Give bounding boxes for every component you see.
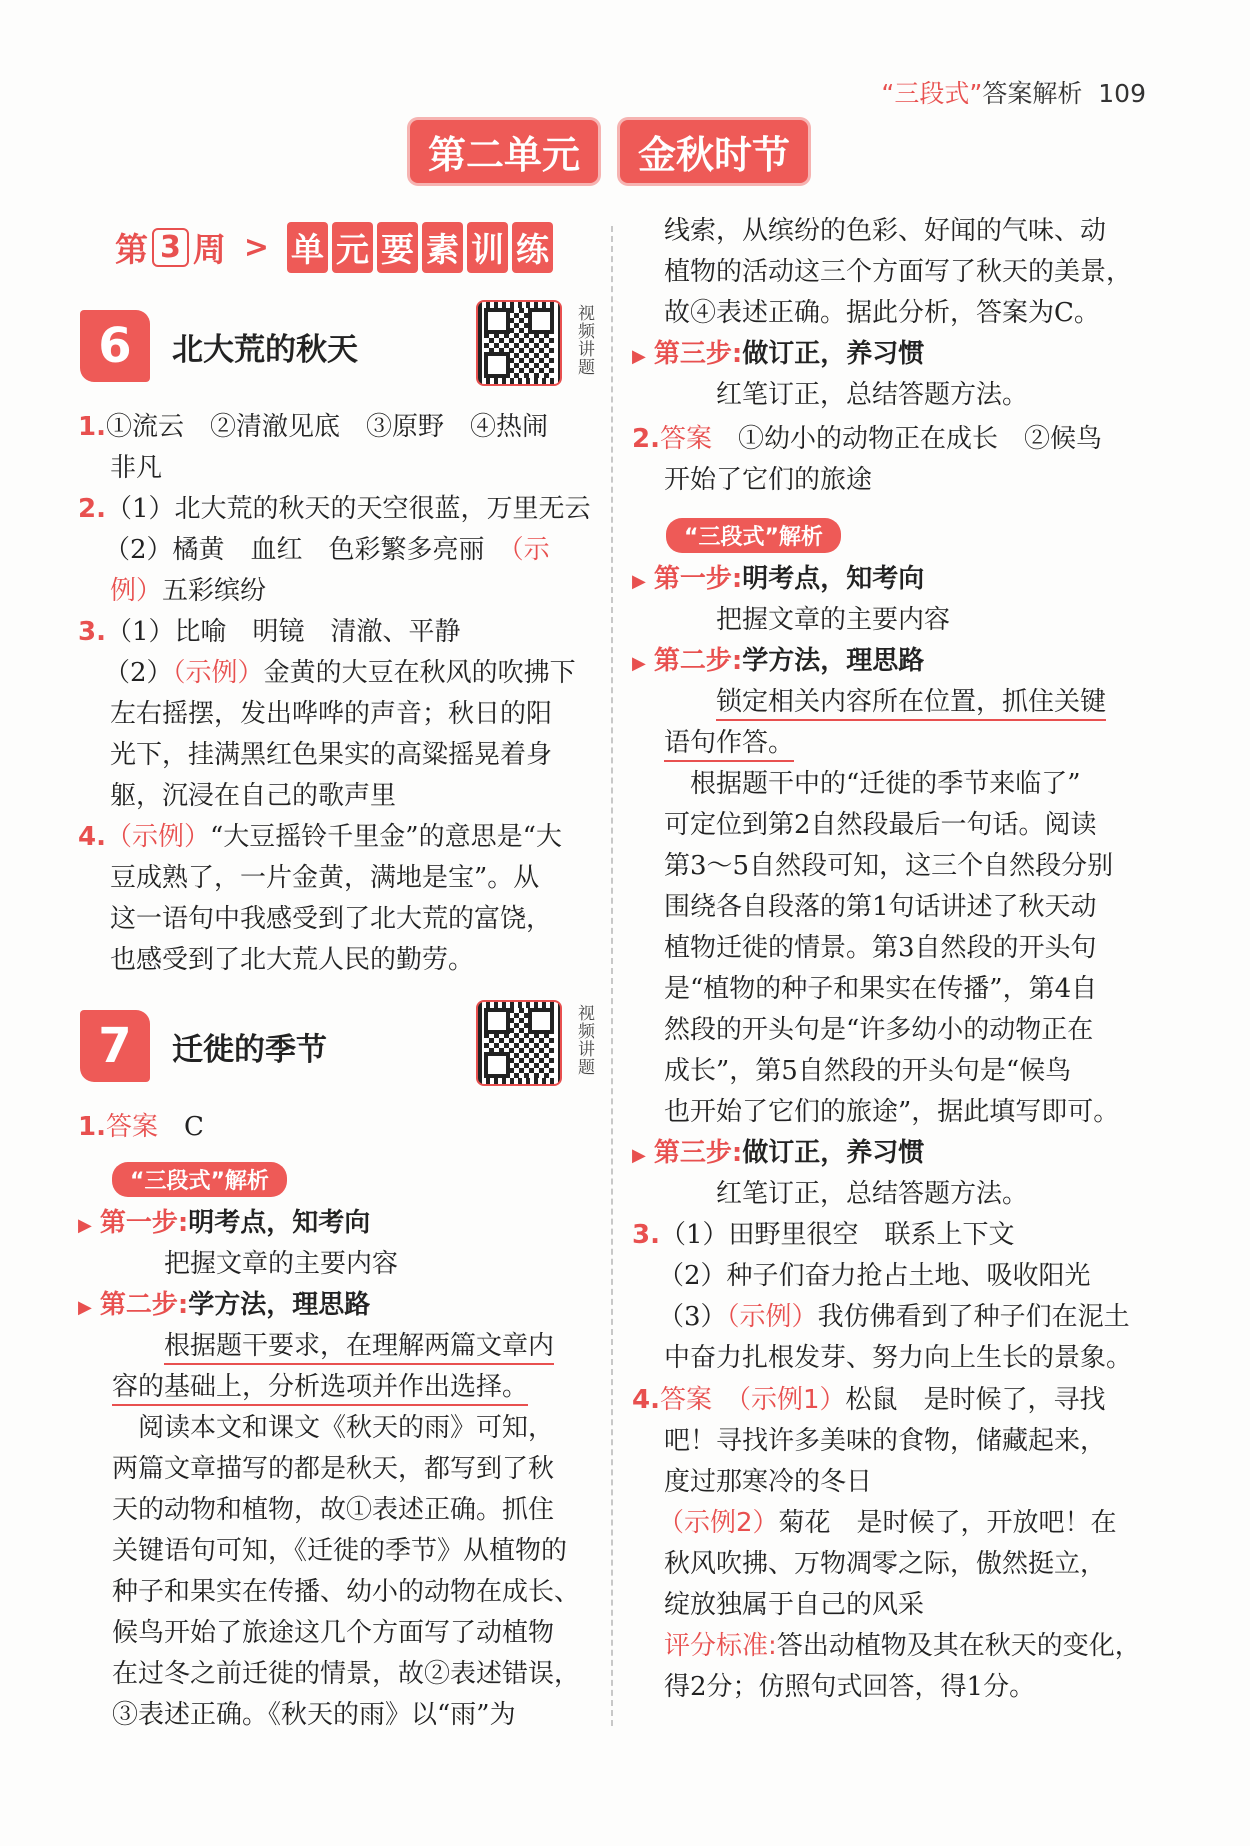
step-heading: ▶ 第二步:学方法，理思路 [78,1290,371,1320]
answer-line: 这一语句中我感受到了北大荒的富饶， [110,904,553,934]
week-prefix: 第 [115,230,148,269]
page-header [881,74,1146,110]
step-body: 锁定相关内容所在位置，抓住关键 [716,685,1106,720]
answer-line: 躯，沉浸在自己的歌声里 [110,781,397,811]
step-body: 把握文章的主要内容 [716,605,951,635]
step-body: 是“植物的种子和果实在传播”，第4自 [664,974,1098,1004]
week-tile: 单 [287,222,328,273]
qr-label: 视频讲题 [574,1004,594,1076]
step-body: 阅读本文和课文《秋天的雨》可知， [112,1413,555,1443]
answer-line: 2.答案 ①幼小的动物正在成长 ②候鸟 [632,424,1103,454]
step-heading: ▶ 第一步:明考点，知考向 [632,564,925,594]
step-body: 红笔订正，总结答题方法。 [716,1179,1029,1209]
week-tile: 元 [332,222,373,273]
step-body: 容的基础上，分析选项并作出选择。 [112,1370,528,1405]
answer-line: 2.（1）北大荒的秋天的天空很蓝，万里无云 [78,494,591,524]
step-body: ③表述正确。《秋天的雨》以“雨”为 [112,1700,516,1730]
answer-line: 中奋力扎根发芽、努力向上生长的景象。 [664,1343,1133,1373]
step-body: 线索，从缤纷的色彩、好闻的气味、动 [664,216,1107,246]
analysis-tag: “三段式”解析 [112,1162,287,1197]
step-body: 也开始了它们的旅途”，据此填写即可。 [664,1097,1120,1127]
column-divider [611,226,613,1726]
score-standard: 评分标准:答出动植物及其在秋天的变化， [664,1631,1141,1661]
step-heading: ▶ 第二步:学方法，理思路 [632,646,925,676]
step-body: 第3～5自然段可知，这三个自然段分别 [664,851,1114,881]
step-heading: ▶ 第三步:做订正，养习惯 [632,339,925,369]
qr-label: 视频讲题 [574,304,594,376]
step-body: 关键语句可知，《迁徙的季节》从植物的 [112,1536,568,1566]
answer-line: 豆成熟了，一片金黄，满地是宝”。从 [110,863,540,893]
answer-line: 非凡 [110,453,163,483]
unit-banner [410,120,808,183]
answer-line: 绽放独属于自己的风采 [664,1590,925,1620]
answer-line: 1.①流云 ②清澈见底 ③原野 ④热闹 [78,412,548,442]
week-tile: 练 [512,222,553,273]
answer-line: 光下，挂满黑红色果实的高粱摇晃着身 [110,740,553,770]
answer-line: （2）种子们奋力抢占土地、吸收阳光 [658,1261,1091,1291]
week-tile: 要 [377,222,418,273]
lesson-number: 6 [80,310,150,382]
week-number: 3 [152,228,189,267]
step-body: 植物的活动这三个方面写了秋天的美景， [664,257,1133,287]
qr-code-icon[interactable] [476,1000,562,1086]
answer-line: 开始了它们的旅途 [664,465,873,495]
week-tile: 素 [422,222,463,273]
qr-code-icon[interactable] [476,300,562,386]
header-title: 答案解析 [982,79,1083,108]
step-body: 然段的开头句是“许多幼小的动物正在 [664,1015,1094,1045]
step-body: 根据题干要求，在理解两篇文章内 [164,1329,554,1364]
step-heading: ▶ 第三步:做订正，养习惯 [632,1138,925,1168]
answer-line: 吧！寻找许多美味的食物，储藏起来， [664,1426,1107,1456]
answer-line: 3.（1）比喻 明镜 清澈、平静 [78,617,461,647]
step-body: 故④表述正确。据此分析，答案为C。 [664,298,1100,328]
header-quote: “三段式” [881,79,983,108]
step-body: 在过冬之前迁徙的情景，故②表述错误， [112,1659,581,1689]
answer-line: 例）五彩缤纷 [110,576,267,606]
answer-line: 也感受到了北大荒人民的勤劳。 [110,945,475,975]
step-body: 成长”，第5自然段的开头句是“候鸟 [664,1056,1072,1086]
step-body: 种子和果实在传播、幼小的动物在成长、 [112,1577,581,1607]
page-number: 109 [1098,79,1146,108]
lesson-heading [80,1010,327,1082]
unit-theme: 金秋时节 [620,120,808,183]
answer-line: （2）橘黄 血红 色彩繁多亮丽 （示 [104,535,550,565]
step-heading: ▶ 第一步:明考点，知考向 [78,1208,371,1238]
step-body: 把握文章的主要内容 [164,1249,399,1279]
answer-line: （示例2）菊花 是时候了，开放吧！在 [658,1508,1117,1538]
lesson-number: 7 [80,1010,150,1082]
answer-line: 1.答案 C [78,1112,204,1142]
answer-line: （3）（示例）我仿佛看到了种子们在泥土 [658,1302,1130,1332]
step-body: 候鸟开始了旅途这几个方面写了动植物 [112,1618,555,1648]
step-body: 根据题干中的“迁徙的季节来临了” [664,769,1081,799]
step-body: 天的动物和植物，故①表述正确。抓住 [112,1495,555,1525]
week-tile: 训 [467,222,508,273]
step-body: 红笔订正，总结答题方法。 [716,380,1029,410]
answer-line: 度过那寒冷的冬日 [664,1467,873,1497]
answer-line: 左右摇摆，发出哗哗的声音；秋日的阳 [110,699,553,729]
chevron-right-icon: > [243,230,270,265]
lesson-title: 北大荒的秋天 [172,331,358,368]
answer-line: 4.（示例）“大豆摇铃千里金”的意思是“大 [78,822,562,852]
answer-line: 秋风吹拂、万物凋零之际，傲然挺立， [664,1549,1107,1579]
step-body: 可定位到第2自然段最后一句话。阅读 [664,810,1097,840]
answer-line: （2）（示例）金黄的大豆在秋风的吹拂下 [104,658,576,688]
score-standard: 得2分；仿照句式回答，得1分。 [664,1672,1036,1702]
step-body: 两篇文章描写的都是秋天，都写到了秋 [112,1454,555,1484]
answer-line: 3.（1）田野里很空 联系上下文 [632,1220,1015,1250]
step-body: 语句作答。 [664,726,794,761]
lesson-title: 迁徙的季节 [172,1031,327,1068]
unit-label: 第二单元 [410,120,598,183]
lesson-heading [80,310,358,382]
step-body: 植物迁徙的情景。第3自然段的开头句 [664,933,1097,963]
week-bar [115,222,557,273]
answer-line: 4.答案 （示例1）松鼠 是时候了，寻找 [632,1385,1106,1415]
analysis-tag: “三段式”解析 [666,518,841,553]
step-body: 围绕各自段落的第1句话讲述了秋天动 [664,892,1097,922]
week-suffix: 周 [192,230,226,269]
